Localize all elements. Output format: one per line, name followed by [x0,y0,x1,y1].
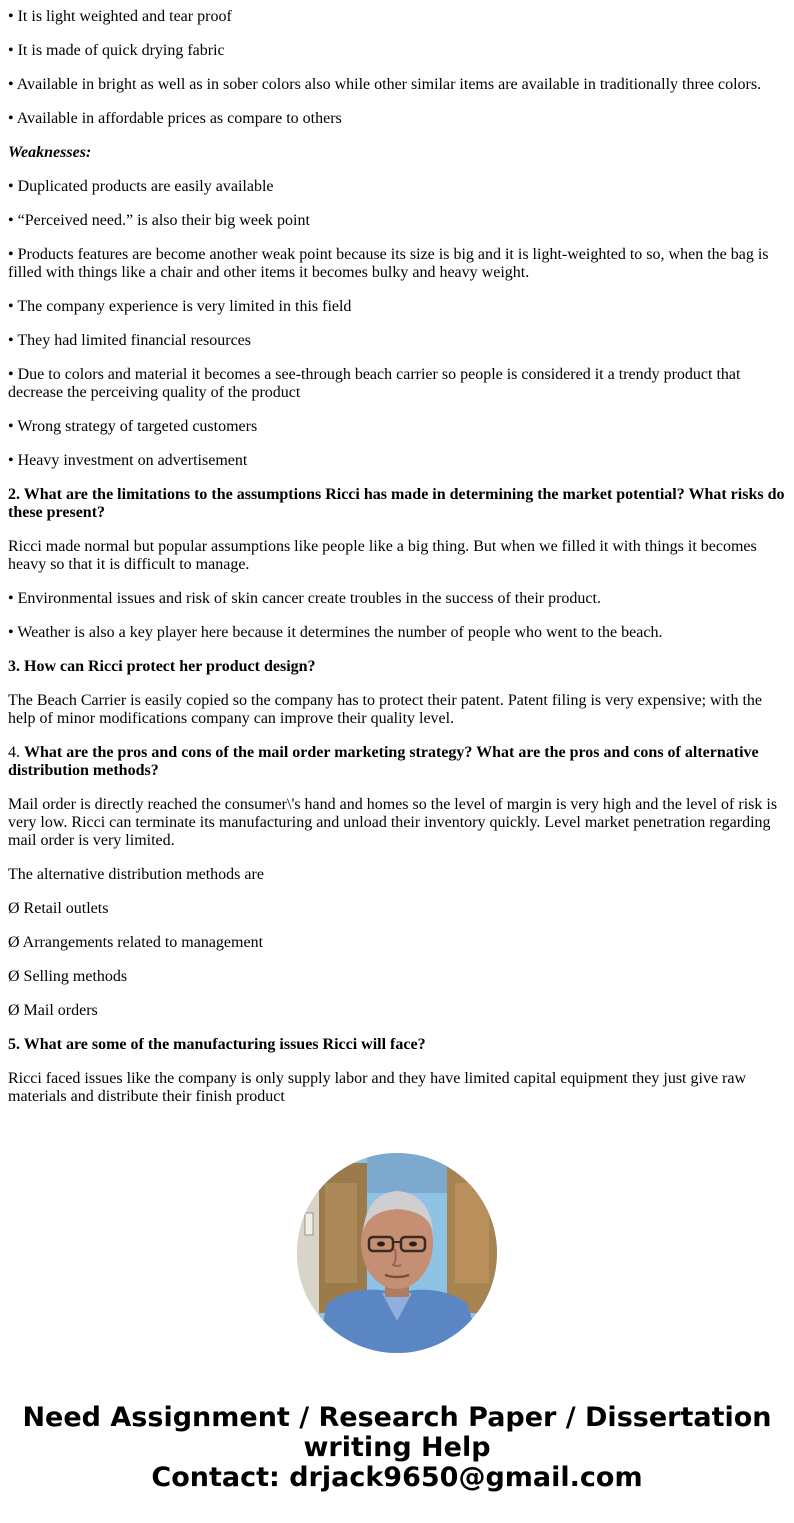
avatar-portrait [297,1153,497,1353]
weakness-item: • “Perceived need.” is also their big week point [8,212,310,229]
alt-method-item: Ø Mail orders [8,1002,98,1019]
weakness-item: • Due to colors and material it becomes a see-through beach carrier so people is considered it a trendy product that decrease the perceiving quality of the product [8,366,741,401]
question-4 [8,744,788,780]
answer-2-bullet: • Weather is also a key player here because it determines the number of people who went to the beach. [8,624,663,641]
answer-4: Mail order is directly reached the consumer\'s hand and homes so the level of margin is very high and the level of risk is very low. Ricci can terminate its manufacturing and unload their inventory quickly. Level market penetration regarding mail order is very limited. [8,796,778,849]
answer-5: Ricci faced issues like the company is only supply labor and they have limited capital equipment they just give raw materials and distribute their finish product [8,1070,747,1105]
strength-item: • Available in bright as well as in sober colors also while other similar items are available in traditionally three colors. [8,76,762,93]
strength-item: • Available in affordable prices as compare to others [8,110,342,127]
alt-method-item: Ø Selling methods [8,968,128,985]
strength-item: • It is made of quick drying fabric [8,42,225,59]
question-4-text: What are the pros and cons of the mail order marketing strategy? What are the pros and cons of alternative distribution methods? [8,744,759,779]
question-3: 3. How can Ricci protect her product design? [8,658,316,675]
alt-methods-intro: The alternative distribution methods are [8,866,264,883]
article-body [8,0,788,1122]
alt-method-item: Ø Retail outlets [8,900,109,917]
banner-line-2: writing Help [303,1432,491,1463]
weakness-item: • Wrong strategy of targeted customers [8,418,258,435]
question-4-number: 4. [8,744,20,761]
answer-2-bullet: • Environmental issues and risk of skin cancer create troubles in the success of their product. [8,590,601,607]
author-avatar [297,1153,497,1353]
strength-item: • It is light weighted and tear proof [8,8,232,25]
weakness-item: • They had limited financial resources [8,332,251,349]
weakness-item: • Duplicated products are easily available [8,178,274,195]
weakness-item: • Products features are become another weak point because its size is big and it is light-weighted to so, when the bag is filled with things like a chair and other items it becomes bulky and heavy weight. [8,246,769,281]
contact-banner [0,1403,794,1493]
question-5: 5. What are some of the manufacturing issues Ricci will face? [8,1036,426,1053]
weaknesses-heading: Weaknesses: [8,144,92,161]
banner-line-1: Need Assignment / Research Paper / Dissertation [22,1402,772,1433]
question-2: 2. What are the limitations to the assumptions Ricci has made in determining the market potential? What risks do these present? [8,486,785,521]
banner-contact-email: Contact: drjack9650@gmail.com [151,1462,643,1493]
alt-method-item: Ø Arrangements related to management [8,934,264,951]
answer-2-paragraph: Ricci made normal but popular assumptions like people like a big thing. But when we filled it with things it becomes heavy so that it is difficult to manage. [8,538,757,573]
answer-3: The Beach Carrier is easily copied so the company has to protect their patent. Patent filing is very expensive; with the help of minor modifications company can improve their quality level. [8,692,762,727]
weakness-item: • The company experience is very limited in this field [8,298,352,315]
weakness-item: • Heavy investment on advertisement [8,452,248,469]
